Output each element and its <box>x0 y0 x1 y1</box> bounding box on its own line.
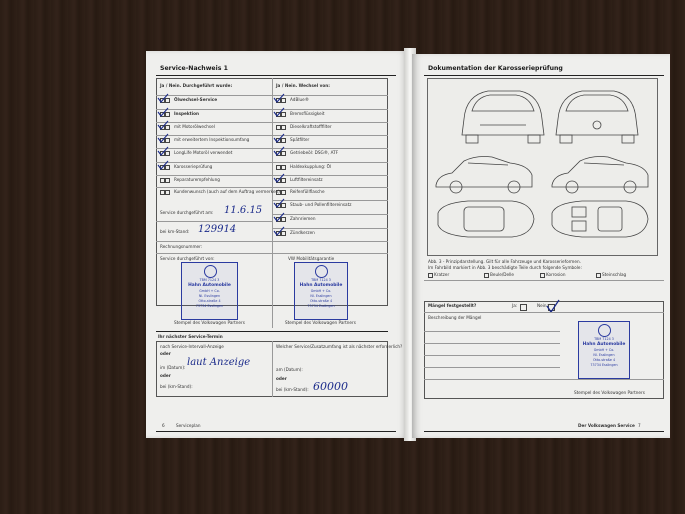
row-rule <box>156 162 272 163</box>
row-rule <box>272 214 388 215</box>
col-done-header: Ja / Nein. Durchgeführt wurde: <box>160 83 233 88</box>
row-rule <box>156 148 272 149</box>
car-views-illustration <box>428 79 659 257</box>
change-item-label: Getriebeöl: DSG®, ATF <box>290 150 339 155</box>
handwritten-check-icon <box>273 198 285 208</box>
change-item-label: Zahnriemen <box>290 216 316 221</box>
left-page-title: Service-Nachweis 1 <box>160 65 228 72</box>
defects-yes-checkbox[interactable] <box>520 304 527 311</box>
change-item-label: AdBlue® <box>290 97 309 102</box>
left-footer-text: Serviceplan <box>176 423 201 428</box>
writing-line <box>424 355 560 356</box>
change-item-label: Spätfilter <box>290 137 310 142</box>
row-rule <box>272 187 388 188</box>
service-nein-checkbox[interactable] <box>165 190 170 195</box>
legend-symbol-icon <box>428 273 433 278</box>
row-rule <box>272 122 388 123</box>
change-item-label: Luftfiltereinsatz <box>290 177 323 182</box>
car-body-diagram <box>427 78 658 256</box>
handwritten-check-icon <box>273 212 285 222</box>
next-service-header: Ihr nächster Service-Termin <box>158 334 223 339</box>
next-km-label: bei (km-Stand): <box>160 384 193 389</box>
row-rule <box>272 148 388 149</box>
next-rule <box>156 331 388 332</box>
service-item-label: Reparaturempfehlung <box>174 177 220 182</box>
legend-label: Beule/Delle <box>490 272 514 277</box>
defects-description-label: Beschreibung der Mängel <box>428 315 482 320</box>
title-rule <box>424 75 664 76</box>
service-nein-checkbox[interactable] <box>165 178 170 183</box>
row-rule <box>272 109 388 110</box>
row-rule <box>272 95 388 96</box>
handwritten-check-icon <box>273 107 285 117</box>
service-item-label: mit erweitertem Inspektionsumfang <box>174 137 250 142</box>
service-item-label: Kundenwunsch (auch auf dem Auftrag vermerken) <box>174 189 280 194</box>
row-rule <box>424 312 664 313</box>
service-item-label: Karosserieprüfung <box>174 164 213 169</box>
legend-symbol-icon <box>596 273 601 278</box>
handwritten-check-icon <box>273 133 285 143</box>
next-am-label: am (Datum): <box>276 367 303 372</box>
writing-line <box>424 343 560 344</box>
service-by-label: Service durchgeführt von: <box>160 256 215 261</box>
service-item-label: LongLife Motoröl verwendet <box>174 150 233 155</box>
handwritten-check-icon <box>273 146 285 156</box>
dealer-stamp-left: TBM 7124 3 Hahn Automobile GmbH + Co. Nl. Esslingen Otto-straße 4 73734 Esslingen <box>181 262 238 320</box>
next-km-handwritten: 60000 <box>313 380 348 393</box>
legend-label: Steinschlag <box>602 272 627 277</box>
next-km2-label: bei (km-Stand): <box>276 387 309 392</box>
legend-symbol-icon <box>540 273 545 278</box>
row-rule <box>156 135 272 136</box>
oder-label: oder <box>160 373 171 378</box>
handwritten-check-icon <box>157 146 169 156</box>
handwritten-check-icon <box>157 107 169 117</box>
title-rule <box>156 75 396 76</box>
row-rule <box>156 221 272 222</box>
change-item-label: Reifenfüllflasche <box>290 189 325 194</box>
no-label: Nein: <box>537 303 548 308</box>
stamp-label-center: Stempel des Volkswagen Partners <box>285 320 356 325</box>
change-item-label: Zündkerzen <box>290 230 315 235</box>
handwritten-check-icon <box>157 93 169 103</box>
row-rule <box>272 135 388 136</box>
right-page-number: 7 <box>638 423 641 428</box>
row-rule <box>156 122 272 123</box>
next-date-handwritten: laut Anzeige <box>187 357 251 368</box>
handwritten-check-icon <box>273 173 285 183</box>
row-rule <box>272 175 388 176</box>
figure-note: Im Fahrbild markiert in Abb. 3 beschädigte Teile durch folgende Symbole: <box>428 265 582 270</box>
next-extra-label: Welcher Service/Zusatzumfang ist als nächster erforderlich? <box>276 344 403 349</box>
change-nein-checkbox[interactable] <box>281 165 286 170</box>
row-rule <box>156 253 388 254</box>
right-page-title: Dokumentation der Karosserieprüfung <box>428 65 563 72</box>
figure-caption: Abb. 3 - Prinzipdarstellung. Gilt für alle Fahrzeuge und Karosserieformen. <box>428 259 581 264</box>
vw-logo-icon <box>315 265 328 278</box>
km-label: bei km-Stand: <box>160 229 190 234</box>
date-handwritten: 11.6.15 <box>224 205 263 216</box>
row-rule <box>272 228 388 229</box>
writing-line <box>424 379 664 380</box>
row-rule <box>272 200 388 201</box>
oder-label: oder <box>160 351 171 356</box>
stamp-label-left: Stempel des Volkswagen Partners <box>174 320 245 325</box>
change-item-label: Dieselkraftstofffilter <box>290 124 332 129</box>
next-display-label: nach Service-Intervall-Anzeige <box>160 344 224 349</box>
invoice-label: Rechnungsnummer: <box>160 244 203 249</box>
vw-logo-icon <box>598 324 611 337</box>
handwritten-check-icon <box>157 120 169 130</box>
yes-label: Ja: <box>512 303 518 308</box>
change-nein-checkbox[interactable] <box>281 125 286 130</box>
change-item-label: Bremsflüssigkeit <box>290 111 325 116</box>
writing-line <box>424 367 560 368</box>
next-divider <box>272 341 273 397</box>
legend-label: Kratzer <box>434 272 450 277</box>
left-page-number: 6 <box>162 423 165 428</box>
dealer-stamp-center: TBM 7124 3 Hahn Automobile GmbH + Co. Nl. Esslingen Otto-straße 4 73734 Esslingen <box>294 262 348 320</box>
legend-symbol-icon <box>484 273 489 278</box>
row-rule <box>156 95 272 96</box>
service-item-label: Ölwechsel-Service <box>174 97 218 102</box>
row-rule <box>156 175 272 176</box>
row-rule <box>272 162 388 163</box>
handwritten-check-icon <box>273 93 285 103</box>
dealer-stamp-right: TBM 7124 3 Hahn Automobile GmbH + Co. Nl. Esslingen Otto-straße 4 73734 Esslingen <box>578 321 630 379</box>
row-rule <box>424 280 664 281</box>
row-rule <box>156 109 272 110</box>
date-label: Service durchgeführt am: <box>160 210 214 215</box>
col-change-header: Ja / Nein. Wechsel von: <box>276 83 330 88</box>
change-item-label: Staub- und Pollenfiltereinsatz <box>290 202 352 207</box>
service-item-label: Inspektion <box>174 111 199 116</box>
writing-line <box>424 331 560 332</box>
footer-rule <box>424 431 664 432</box>
handwritten-check-icon <box>273 226 285 236</box>
handwritten-check-icon <box>157 133 169 143</box>
handwritten-check-icon <box>157 160 169 170</box>
legend-label: Korrosion <box>546 272 566 277</box>
vw-guarantee-label: VW Mobilitätsgarantie <box>288 256 335 261</box>
change-item-label: Haldexkupplung: Öl <box>290 164 332 169</box>
km-handwritten: 129914 <box>198 224 237 235</box>
change-nein-checkbox[interactable] <box>281 190 286 195</box>
row-rule <box>156 241 388 242</box>
footer-rule <box>156 431 396 432</box>
next-date-label: im (Datum): <box>160 365 186 370</box>
right-footer-text: Der Volkswagen Service <box>578 423 635 428</box>
service-item-label: mit Motorölwechsel <box>174 124 215 129</box>
oder-label: oder <box>276 376 287 381</box>
defects-label: Mängel festgestellt? <box>428 303 477 308</box>
stamp-label-right: Stempel des Volkswagen Partners <box>574 390 645 395</box>
vw-logo-icon <box>204 265 217 278</box>
row-rule <box>156 187 272 188</box>
